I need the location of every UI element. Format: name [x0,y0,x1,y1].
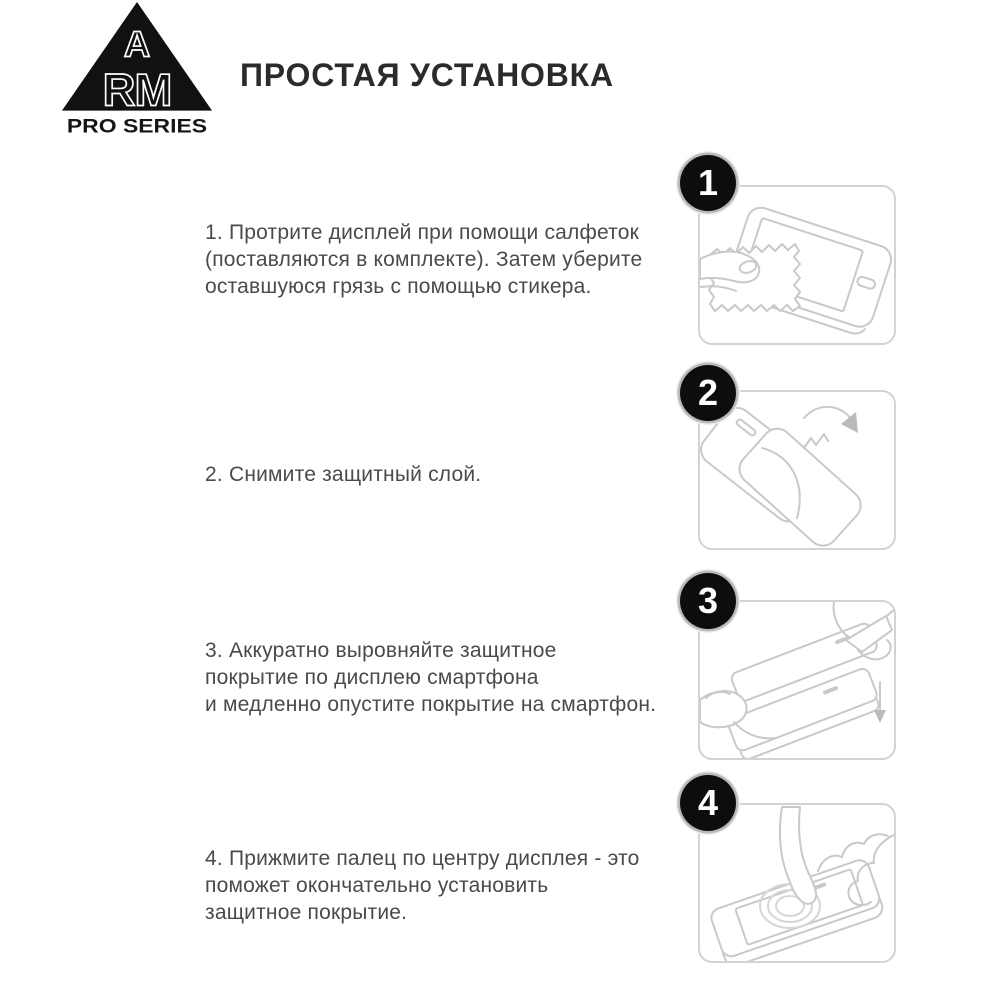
page-title: ПРОСТАЯ УСТАНОВКА [240,57,614,93]
step-3-illustration-panel [698,600,896,760]
instruction-line: и медленно опустите покрытие на смартфон. [205,693,657,716]
protective-film-icon [733,423,866,548]
peel-protective-film-illustration [700,392,894,548]
step-2-number-badge: 2 [680,365,736,421]
instruction-line: 1. Протрите дисплей при помощи салфеток [205,221,639,244]
align-protector-over-phone-illustration [700,602,894,758]
step-3-instruction [205,637,685,718]
step-1-instruction [205,219,685,300]
instruction-line: защитное покрытие. [205,901,408,924]
instruction-line: поможет окончательно установить [205,874,549,897]
instruction-line: 4. Прижмите палец по центру дисплея - это [205,847,640,870]
instruction-line: (поставляются в комплекте). Затем уберите [205,248,643,271]
down-arrow-icon [874,682,886,723]
instruction-line: 3. Аккуратно выровняйте защитное [205,639,557,662]
finger-press-display-illustration [700,805,894,961]
peel-direction-arrow-icon [804,407,858,433]
step-1-illustration-panel [698,185,896,345]
arm-pro-series-logo [58,0,216,140]
film-grip-tab-icon [804,434,828,448]
logo-subtitle: PRO SERIES [66,115,208,138]
step-4-number-badge: 4 [680,775,736,831]
logo-letter-a: A [123,23,151,65]
wipe-phone-with-cloth-illustration [700,187,894,343]
step-2-illustration-panel [698,390,896,550]
arm-logo-triangle-icon [58,0,216,138]
step-3-number-badge: 3 [680,573,736,629]
instruction-line: 2. Снимите защитный слой. [205,463,482,486]
instruction-line: оставшуюся грязь с помощью стикера. [205,275,592,298]
step-4-instruction [205,845,685,926]
instruction-line: покрытие по дисплею смартфона [205,666,539,689]
step-4-illustration-panel [698,803,896,963]
step-1-number-badge: 1 [680,155,736,211]
logo-letters-rm: RM [102,64,172,116]
step-2-instruction [205,461,685,488]
